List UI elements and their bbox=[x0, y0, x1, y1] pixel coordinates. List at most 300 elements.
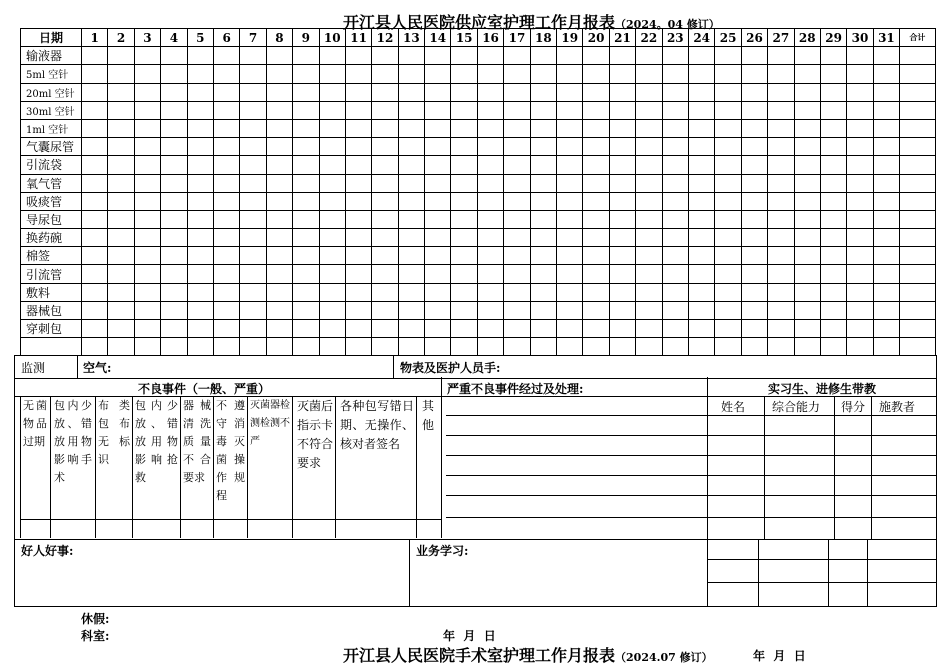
grid-cell[interactable] bbox=[609, 338, 635, 356]
grid-cell[interactable] bbox=[557, 320, 583, 338]
grid-cell[interactable] bbox=[820, 156, 846, 174]
grid-cell[interactable] bbox=[583, 247, 609, 265]
grid-cell[interactable] bbox=[900, 283, 936, 301]
grid-cell[interactable] bbox=[715, 174, 741, 192]
grid-cell[interactable] bbox=[372, 210, 398, 228]
grid-cell[interactable] bbox=[240, 192, 266, 210]
grid-cell[interactable] bbox=[161, 47, 187, 65]
grid-cell[interactable] bbox=[662, 47, 688, 65]
grid-cell[interactable] bbox=[662, 138, 688, 156]
grid-cell[interactable] bbox=[240, 229, 266, 247]
grid-cell[interactable] bbox=[345, 338, 371, 356]
grid-cell[interactable] bbox=[583, 229, 609, 247]
grid-cell[interactable] bbox=[609, 101, 635, 119]
grid-cell[interactable] bbox=[82, 138, 108, 156]
grid-cell[interactable] bbox=[161, 138, 187, 156]
grid-cell[interactable] bbox=[847, 320, 873, 338]
grid-cell[interactable] bbox=[266, 138, 292, 156]
grid-cell[interactable] bbox=[741, 119, 767, 137]
grid-cell[interactable] bbox=[900, 192, 936, 210]
grid-cell[interactable] bbox=[900, 83, 936, 101]
grid-cell[interactable] bbox=[768, 320, 794, 338]
grid-cell[interactable] bbox=[504, 210, 530, 228]
grid-cell[interactable] bbox=[715, 283, 741, 301]
grid-cell[interactable] bbox=[900, 247, 936, 265]
grid-cell[interactable] bbox=[266, 156, 292, 174]
grid-cell[interactable] bbox=[688, 65, 714, 83]
grid-cell[interactable] bbox=[741, 174, 767, 192]
grid-cell[interactable] bbox=[820, 265, 846, 283]
grid-cell[interactable] bbox=[530, 83, 556, 101]
grid-cell[interactable] bbox=[504, 65, 530, 83]
grid-cell[interactable] bbox=[583, 192, 609, 210]
grid-cell[interactable] bbox=[425, 338, 451, 356]
grid-cell[interactable] bbox=[477, 101, 503, 119]
grid-cell[interactable] bbox=[688, 283, 714, 301]
grid-cell[interactable] bbox=[873, 247, 899, 265]
grid-cell[interactable] bbox=[134, 83, 160, 101]
grid-cell[interactable] bbox=[345, 101, 371, 119]
grid-cell[interactable] bbox=[900, 338, 936, 356]
grid-cell[interactable] bbox=[794, 210, 820, 228]
grid-cell[interactable] bbox=[741, 156, 767, 174]
grid-cell[interactable] bbox=[161, 210, 187, 228]
grid-cell[interactable] bbox=[161, 83, 187, 101]
grid-cell[interactable] bbox=[847, 47, 873, 65]
grid-cell[interactable] bbox=[477, 83, 503, 101]
grid-cell[interactable] bbox=[213, 119, 239, 137]
grid-cell[interactable] bbox=[741, 265, 767, 283]
grid-cell[interactable] bbox=[425, 174, 451, 192]
grid-cell[interactable] bbox=[662, 119, 688, 137]
grid-cell[interactable] bbox=[213, 47, 239, 65]
grid-cell[interactable] bbox=[847, 156, 873, 174]
grid-cell[interactable] bbox=[213, 83, 239, 101]
grid-cell[interactable] bbox=[425, 65, 451, 83]
grid-cell[interactable] bbox=[451, 192, 477, 210]
grid-cell[interactable] bbox=[477, 301, 503, 319]
grid-cell[interactable] bbox=[372, 265, 398, 283]
grid-cell[interactable] bbox=[794, 247, 820, 265]
grid-cell[interactable] bbox=[688, 338, 714, 356]
grid-cell[interactable] bbox=[583, 47, 609, 65]
grid-cell[interactable] bbox=[873, 265, 899, 283]
grid-cell[interactable] bbox=[213, 247, 239, 265]
grid-cell[interactable] bbox=[715, 119, 741, 137]
grid-cell[interactable] bbox=[609, 210, 635, 228]
grid-cell[interactable] bbox=[293, 247, 319, 265]
grid-cell[interactable] bbox=[820, 320, 846, 338]
grid-cell[interactable] bbox=[266, 320, 292, 338]
grid-cell[interactable] bbox=[504, 265, 530, 283]
grid-cell[interactable] bbox=[425, 210, 451, 228]
grid-cell[interactable] bbox=[900, 301, 936, 319]
grid-cell[interactable] bbox=[134, 301, 160, 319]
grid-cell[interactable] bbox=[293, 192, 319, 210]
grid-cell[interactable] bbox=[636, 283, 662, 301]
grid-cell[interactable] bbox=[134, 138, 160, 156]
grid-cell[interactable] bbox=[319, 83, 345, 101]
grid-cell[interactable] bbox=[636, 229, 662, 247]
grid-cell[interactable] bbox=[583, 210, 609, 228]
grid-cell[interactable] bbox=[82, 301, 108, 319]
grid-cell[interactable] bbox=[319, 247, 345, 265]
grid-cell[interactable] bbox=[345, 265, 371, 283]
grid-cell[interactable] bbox=[293, 83, 319, 101]
grid-cell[interactable] bbox=[583, 138, 609, 156]
grid-cell[interactable] bbox=[557, 283, 583, 301]
grid-cell[interactable] bbox=[583, 119, 609, 137]
grid-cell[interactable] bbox=[794, 47, 820, 65]
grid-cell[interactable] bbox=[715, 338, 741, 356]
grid-cell[interactable] bbox=[477, 229, 503, 247]
grid-cell[interactable] bbox=[688, 138, 714, 156]
grid-cell[interactable] bbox=[530, 47, 556, 65]
grid-cell[interactable] bbox=[688, 83, 714, 101]
grid-cell[interactable] bbox=[557, 338, 583, 356]
grid-cell[interactable] bbox=[266, 265, 292, 283]
grid-cell[interactable] bbox=[108, 156, 134, 174]
grid-cell[interactable] bbox=[847, 65, 873, 83]
grid-cell[interactable] bbox=[293, 320, 319, 338]
grid-cell[interactable] bbox=[477, 47, 503, 65]
grid-cell[interactable] bbox=[266, 83, 292, 101]
grid-cell[interactable] bbox=[187, 138, 213, 156]
grid-cell[interactable] bbox=[82, 338, 108, 356]
grid-cell[interactable] bbox=[266, 192, 292, 210]
grid-cell[interactable] bbox=[213, 174, 239, 192]
grid-cell[interactable] bbox=[504, 174, 530, 192]
grid-cell[interactable] bbox=[187, 65, 213, 83]
grid-cell[interactable] bbox=[636, 101, 662, 119]
grid-cell[interactable] bbox=[636, 119, 662, 137]
grid-cell[interactable] bbox=[847, 210, 873, 228]
grid-cell[interactable] bbox=[319, 229, 345, 247]
grid-cell[interactable] bbox=[794, 192, 820, 210]
grid-cell[interactable] bbox=[530, 174, 556, 192]
grid-cell[interactable] bbox=[82, 247, 108, 265]
grid-cell[interactable] bbox=[557, 174, 583, 192]
grid-cell[interactable] bbox=[557, 301, 583, 319]
grid-cell[interactable] bbox=[847, 265, 873, 283]
grid-cell[interactable] bbox=[187, 283, 213, 301]
grid-cell[interactable] bbox=[847, 138, 873, 156]
grid-cell[interactable] bbox=[240, 265, 266, 283]
grid-cell[interactable] bbox=[741, 247, 767, 265]
grid-cell[interactable] bbox=[900, 320, 936, 338]
grid-cell[interactable] bbox=[134, 320, 160, 338]
grid-cell[interactable] bbox=[187, 156, 213, 174]
grid-cell[interactable] bbox=[187, 192, 213, 210]
grid-cell[interactable] bbox=[662, 65, 688, 83]
grid-cell[interactable] bbox=[82, 65, 108, 83]
grid-cell[interactable] bbox=[161, 338, 187, 356]
grid-cell[interactable] bbox=[715, 265, 741, 283]
grid-cell[interactable] bbox=[636, 210, 662, 228]
grid-cell[interactable] bbox=[688, 320, 714, 338]
grid-cell[interactable] bbox=[820, 338, 846, 356]
grid-cell[interactable] bbox=[134, 65, 160, 83]
grid-cell[interactable] bbox=[425, 320, 451, 338]
grid-cell[interactable] bbox=[873, 283, 899, 301]
grid-cell[interactable] bbox=[451, 210, 477, 228]
grid-cell[interactable] bbox=[662, 156, 688, 174]
grid-cell[interactable] bbox=[662, 320, 688, 338]
grid-cell[interactable] bbox=[900, 47, 936, 65]
grid-cell[interactable] bbox=[820, 101, 846, 119]
grid-cell[interactable] bbox=[425, 229, 451, 247]
grid-cell[interactable] bbox=[345, 83, 371, 101]
grid-cell[interactable] bbox=[372, 192, 398, 210]
grid-cell[interactable] bbox=[293, 65, 319, 83]
grid-cell[interactable] bbox=[213, 210, 239, 228]
grid-cell[interactable] bbox=[213, 138, 239, 156]
grid-cell[interactable] bbox=[715, 138, 741, 156]
grid-cell[interactable] bbox=[873, 101, 899, 119]
grid-cell[interactable] bbox=[662, 283, 688, 301]
grid-cell[interactable] bbox=[451, 229, 477, 247]
grid-cell[interactable] bbox=[266, 301, 292, 319]
grid-cell[interactable] bbox=[161, 192, 187, 210]
grid-cell[interactable] bbox=[794, 283, 820, 301]
grid-cell[interactable] bbox=[504, 83, 530, 101]
grid-cell[interactable] bbox=[82, 174, 108, 192]
grid-cell[interactable] bbox=[398, 229, 424, 247]
grid-cell[interactable] bbox=[794, 338, 820, 356]
grid-cell[interactable] bbox=[768, 156, 794, 174]
grid-cell[interactable] bbox=[451, 156, 477, 174]
grid-cell[interactable] bbox=[108, 283, 134, 301]
grid-cell[interactable] bbox=[451, 65, 477, 83]
grid-cell[interactable] bbox=[504, 47, 530, 65]
grid-cell[interactable] bbox=[820, 229, 846, 247]
grid-cell[interactable] bbox=[240, 320, 266, 338]
grid-cell[interactable] bbox=[662, 247, 688, 265]
grid-cell[interactable] bbox=[530, 229, 556, 247]
grid-cell[interactable] bbox=[530, 156, 556, 174]
grid-cell[interactable] bbox=[372, 65, 398, 83]
grid-cell[interactable] bbox=[345, 47, 371, 65]
grid-cell[interactable] bbox=[187, 47, 213, 65]
grid-cell[interactable] bbox=[504, 119, 530, 137]
grid-cell[interactable] bbox=[847, 229, 873, 247]
grid-cell[interactable] bbox=[768, 247, 794, 265]
grid-cell[interactable] bbox=[266, 174, 292, 192]
grid-cell[interactable] bbox=[451, 247, 477, 265]
grid-cell[interactable] bbox=[794, 156, 820, 174]
grid-cell[interactable] bbox=[847, 247, 873, 265]
grid-cell[interactable] bbox=[319, 192, 345, 210]
grid-cell[interactable] bbox=[504, 320, 530, 338]
grid-cell[interactable] bbox=[240, 47, 266, 65]
grid-cell[interactable] bbox=[187, 174, 213, 192]
grid-cell[interactable] bbox=[108, 101, 134, 119]
grid-cell[interactable] bbox=[319, 283, 345, 301]
grid-cell[interactable] bbox=[187, 320, 213, 338]
grid-cell[interactable] bbox=[187, 247, 213, 265]
grid-cell[interactable] bbox=[108, 119, 134, 137]
grid-cell[interactable] bbox=[873, 192, 899, 210]
grid-cell[interactable] bbox=[688, 47, 714, 65]
grid-cell[interactable] bbox=[266, 210, 292, 228]
grid-cell[interactable] bbox=[398, 192, 424, 210]
grid-cell[interactable] bbox=[583, 156, 609, 174]
grid-cell[interactable] bbox=[398, 119, 424, 137]
grid-cell[interactable] bbox=[134, 47, 160, 65]
grid-cell[interactable] bbox=[583, 320, 609, 338]
grid-cell[interactable] bbox=[345, 156, 371, 174]
grid-cell[interactable] bbox=[583, 65, 609, 83]
grid-cell[interactable] bbox=[477, 119, 503, 137]
grid-cell[interactable] bbox=[794, 320, 820, 338]
grid-cell[interactable] bbox=[293, 301, 319, 319]
grid-cell[interactable] bbox=[345, 138, 371, 156]
grid-cell[interactable] bbox=[557, 229, 583, 247]
grid-cell[interactable] bbox=[583, 101, 609, 119]
grid-cell[interactable] bbox=[213, 338, 239, 356]
grid-cell[interactable] bbox=[240, 210, 266, 228]
grid-cell[interactable] bbox=[319, 65, 345, 83]
grid-cell[interactable] bbox=[293, 265, 319, 283]
grid-cell[interactable] bbox=[636, 65, 662, 83]
grid-cell[interactable] bbox=[715, 301, 741, 319]
grid-cell[interactable] bbox=[345, 283, 371, 301]
grid-cell[interactable] bbox=[662, 301, 688, 319]
grid-cell[interactable] bbox=[820, 210, 846, 228]
grid-cell[interactable] bbox=[451, 338, 477, 356]
grid-cell[interactable] bbox=[609, 265, 635, 283]
grid-cell[interactable] bbox=[794, 83, 820, 101]
grid-cell[interactable] bbox=[688, 156, 714, 174]
grid-cell[interactable] bbox=[161, 174, 187, 192]
grid-cell[interactable] bbox=[768, 119, 794, 137]
grid-cell[interactable] bbox=[134, 283, 160, 301]
grid-cell[interactable] bbox=[530, 301, 556, 319]
grid-cell[interactable] bbox=[240, 247, 266, 265]
grid-cell[interactable] bbox=[372, 229, 398, 247]
grid-cell[interactable] bbox=[425, 247, 451, 265]
grid-cell[interactable] bbox=[900, 265, 936, 283]
grid-cell[interactable] bbox=[398, 83, 424, 101]
grid-cell[interactable] bbox=[108, 65, 134, 83]
grid-cell[interactable] bbox=[741, 65, 767, 83]
grid-cell[interactable] bbox=[900, 229, 936, 247]
grid-cell[interactable] bbox=[134, 247, 160, 265]
grid-cell[interactable] bbox=[609, 138, 635, 156]
grid-cell[interactable] bbox=[425, 101, 451, 119]
grid-cell[interactable] bbox=[266, 283, 292, 301]
grid-cell[interactable] bbox=[583, 338, 609, 356]
grid-cell[interactable] bbox=[715, 47, 741, 65]
grid-cell[interactable] bbox=[108, 138, 134, 156]
grid-cell[interactable] bbox=[319, 265, 345, 283]
grid-cell[interactable] bbox=[451, 119, 477, 137]
grid-cell[interactable] bbox=[82, 265, 108, 283]
grid-cell[interactable] bbox=[741, 192, 767, 210]
grid-cell[interactable] bbox=[451, 47, 477, 65]
grid-cell[interactable] bbox=[398, 283, 424, 301]
grid-cell[interactable] bbox=[530, 265, 556, 283]
grid-cell[interactable] bbox=[504, 301, 530, 319]
grid-cell[interactable] bbox=[213, 283, 239, 301]
grid-cell[interactable] bbox=[477, 247, 503, 265]
grid-cell[interactable] bbox=[557, 156, 583, 174]
grid-cell[interactable] bbox=[293, 47, 319, 65]
grid-cell[interactable] bbox=[319, 210, 345, 228]
grid-cell[interactable] bbox=[715, 247, 741, 265]
grid-cell[interactable] bbox=[504, 338, 530, 356]
grid-cell[interactable] bbox=[293, 156, 319, 174]
grid-cell[interactable] bbox=[213, 101, 239, 119]
grid-cell[interactable] bbox=[161, 265, 187, 283]
grid-cell[interactable] bbox=[583, 83, 609, 101]
grid-cell[interactable] bbox=[372, 320, 398, 338]
grid-cell[interactable] bbox=[794, 119, 820, 137]
grid-cell[interactable] bbox=[187, 301, 213, 319]
grid-cell[interactable] bbox=[794, 229, 820, 247]
grid-cell[interactable] bbox=[293, 283, 319, 301]
grid-cell[interactable] bbox=[715, 192, 741, 210]
grid-cell[interactable] bbox=[662, 192, 688, 210]
grid-cell[interactable] bbox=[662, 229, 688, 247]
grid-cell[interactable] bbox=[741, 229, 767, 247]
grid-cell[interactable] bbox=[636, 47, 662, 65]
grid-cell[interactable] bbox=[187, 338, 213, 356]
grid-cell[interactable] bbox=[768, 83, 794, 101]
grid-cell[interactable] bbox=[451, 320, 477, 338]
grid-cell[interactable] bbox=[900, 65, 936, 83]
grid-cell[interactable] bbox=[688, 265, 714, 283]
grid-cell[interactable] bbox=[504, 138, 530, 156]
grid-cell[interactable] bbox=[108, 320, 134, 338]
grid-cell[interactable] bbox=[372, 47, 398, 65]
grid-cell[interactable] bbox=[134, 156, 160, 174]
grid-cell[interactable] bbox=[847, 301, 873, 319]
grid-cell[interactable] bbox=[82, 283, 108, 301]
grid-cell[interactable] bbox=[372, 283, 398, 301]
grid-cell[interactable] bbox=[82, 229, 108, 247]
grid-cell[interactable] bbox=[266, 47, 292, 65]
grid-cell[interactable] bbox=[609, 47, 635, 65]
grid-cell[interactable] bbox=[636, 338, 662, 356]
grid-cell[interactable] bbox=[161, 283, 187, 301]
grid-cell[interactable] bbox=[820, 138, 846, 156]
grid-cell[interactable] bbox=[847, 338, 873, 356]
grid-cell[interactable] bbox=[345, 301, 371, 319]
grid-cell[interactable] bbox=[161, 229, 187, 247]
grid-cell[interactable] bbox=[662, 174, 688, 192]
grid-cell[interactable] bbox=[768, 101, 794, 119]
grid-cell[interactable] bbox=[398, 338, 424, 356]
grid-cell[interactable] bbox=[504, 101, 530, 119]
grid-cell[interactable] bbox=[847, 174, 873, 192]
grid-cell[interactable] bbox=[266, 101, 292, 119]
grid-cell[interactable] bbox=[847, 192, 873, 210]
grid-cell[interactable] bbox=[161, 320, 187, 338]
grid-cell[interactable] bbox=[161, 247, 187, 265]
grid-cell[interactable] bbox=[636, 174, 662, 192]
grid-cell[interactable] bbox=[662, 210, 688, 228]
grid-cell[interactable] bbox=[293, 229, 319, 247]
grid-cell[interactable] bbox=[662, 265, 688, 283]
grid-cell[interactable] bbox=[768, 174, 794, 192]
grid-cell[interactable] bbox=[794, 265, 820, 283]
grid-cell[interactable] bbox=[425, 192, 451, 210]
grid-cell[interactable] bbox=[345, 210, 371, 228]
grid-cell[interactable] bbox=[530, 210, 556, 228]
grid-cell[interactable] bbox=[557, 265, 583, 283]
grid-cell[interactable] bbox=[530, 192, 556, 210]
